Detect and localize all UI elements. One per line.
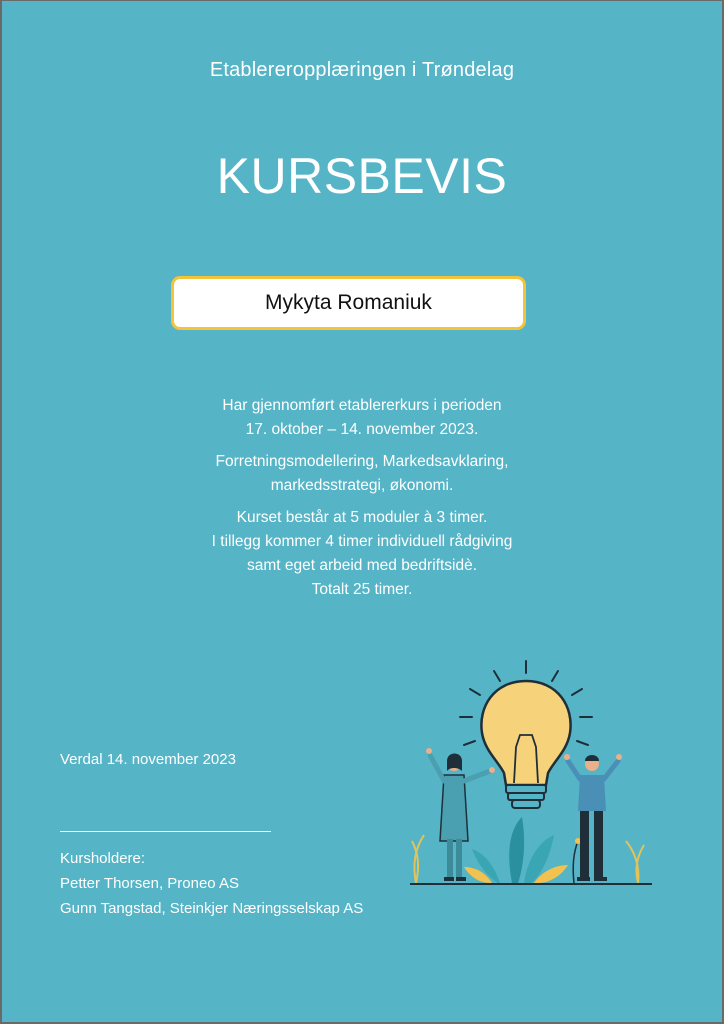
text-line: Forretningsmodellering, Markedsavklaring, (215, 453, 509, 470)
text-line: I tillegg kommer 4 timer individuell rådgiving (211, 533, 513, 550)
place-date: Verdal 14. november 2023 (60, 751, 236, 768)
text-line: 17. oktober – 14. november 2023. (245, 421, 479, 438)
text-line: samt eget arbeid med bedriftsidè. (246, 557, 478, 574)
text-line: markedsstrategi, økonomi. (270, 477, 454, 494)
certificate-title: KURSBEVIS (216, 148, 508, 204)
hours-paragraph (2, 506, 722, 602)
organization-name: Etablereropplæringen i Trøndelag (209, 59, 515, 81)
lightbulb (481, 681, 570, 808)
holder-name: Petter Thorsen, Proneo AS (60, 875, 239, 892)
participant-name-box (171, 276, 526, 330)
participant-name: Mykyta Romaniuk (265, 291, 432, 314)
course-holders (60, 846, 363, 921)
text-line: Totalt 25 timer. (311, 581, 413, 598)
certificate-page (2, 1, 722, 1022)
lightbulb-people-icon (402, 651, 662, 901)
text-line: Har gjennomført etablererkurs i perioden (222, 397, 502, 414)
period-paragraph (2, 394, 722, 442)
holder-name: Gunn Tangstad, Steinkjer Næringsselskap AS (60, 900, 364, 917)
topics-paragraph (2, 450, 722, 498)
text-line: Kurset består at 5 moduler à 3 timer. (236, 509, 488, 526)
holders-label: Kursholdere: (60, 850, 146, 867)
signature-line (60, 831, 271, 832)
course-description (2, 394, 722, 610)
